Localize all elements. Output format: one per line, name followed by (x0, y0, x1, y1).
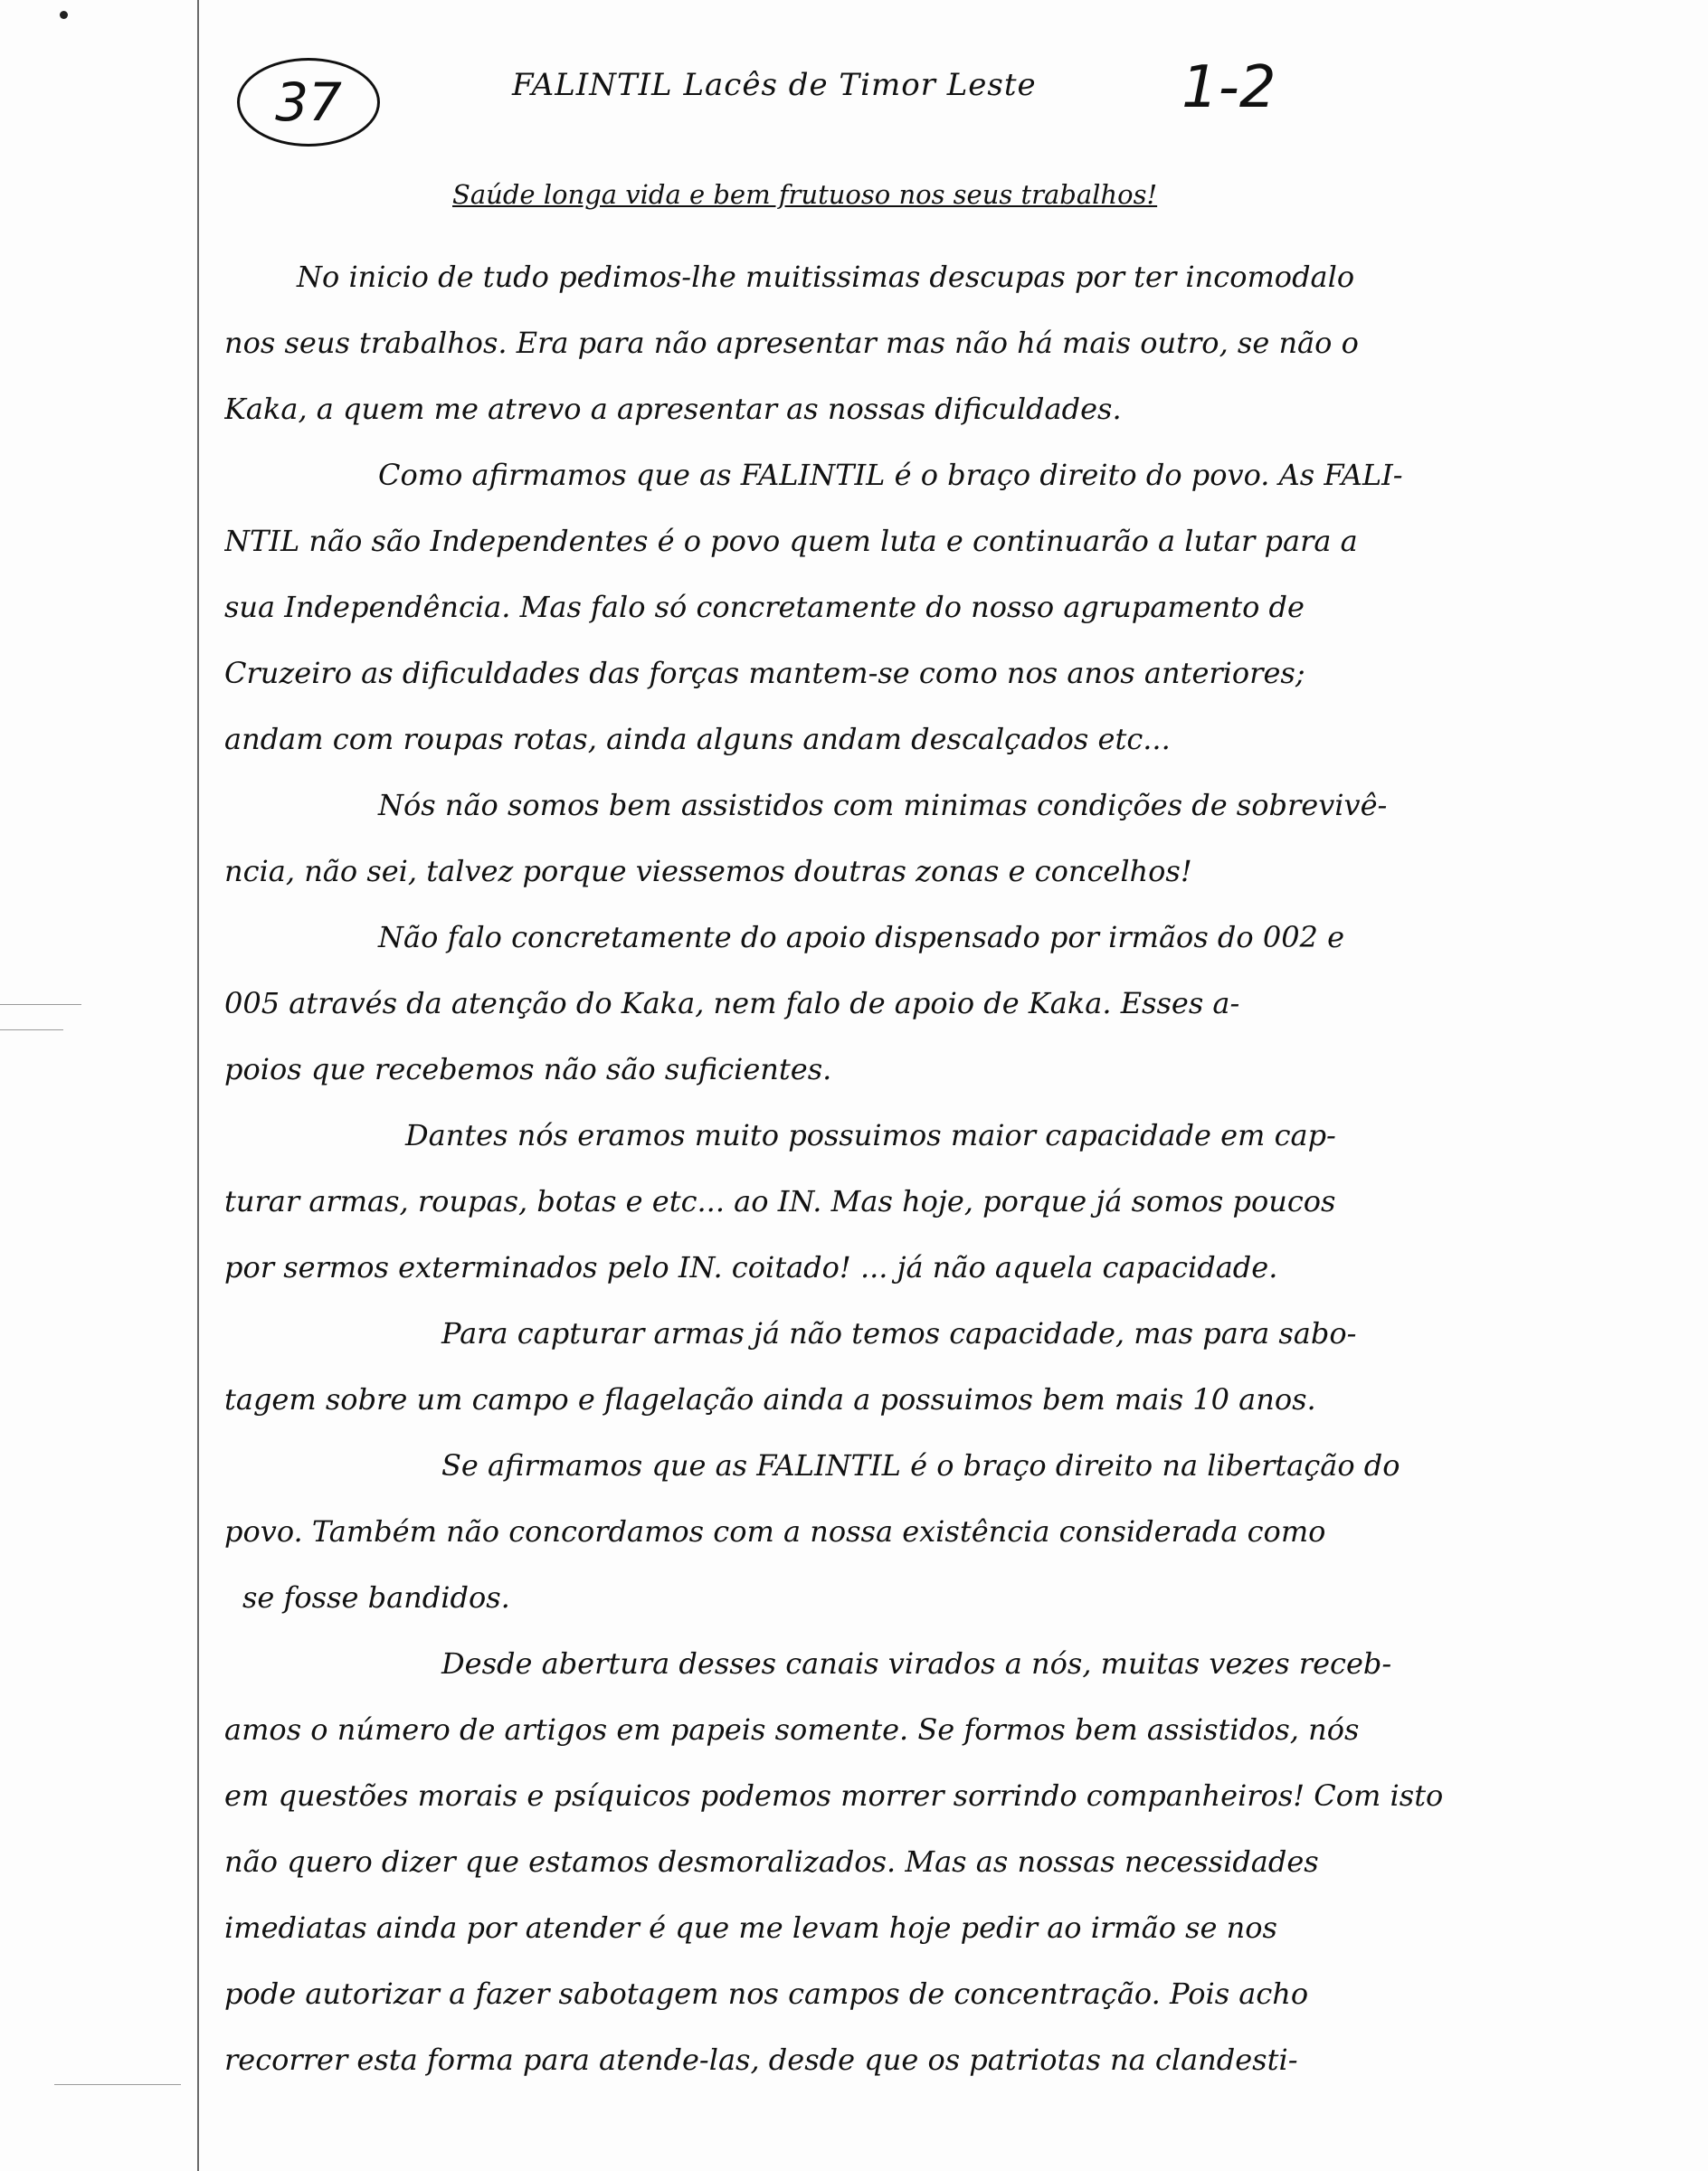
text-line: povo. Também não concordamos com a nossa existência considerada como (224, 1514, 1326, 1549)
text-line: poios que recebemos não são suficientes. (224, 1052, 832, 1086)
text-line: Dantes nós eramos muito possuimos maior capacidade em cap- (405, 1118, 1336, 1152)
greeting-line: Saúde longa vida e bem frutuoso nos seus trabalhos! (452, 179, 1158, 210)
text-line: imediatas ainda por atender é que me levam hoje pedir ao irmão se nos (224, 1910, 1277, 1945)
text-line: Desde abertura desses canais virados a nós, muitas vezes receb- (441, 1646, 1392, 1681)
text-line: NTIL não são Independentes é o povo quem luta e continuarão a lutar para a (224, 524, 1358, 558)
scan-edge-mark (54, 2084, 181, 2085)
text-line: sua Independência. Mas falo só concretamente do nosso agrupamento de (224, 590, 1305, 624)
text-line: turar armas, roupas, botas e etc... ao IN. Mas hoje, porque já somos poucos (224, 1184, 1336, 1218)
document-reference: 1-2 (1181, 54, 1276, 121)
text-line: andam com roupas rotas, ainda alguns andam descalçados etc... (224, 722, 1171, 756)
page-number-text: 37 (275, 71, 342, 133)
text-line: recorrer esta forma para atende-las, desde que os patriotas na clandesti- (224, 2043, 1298, 2077)
text-line: Cruzeiro as dificuldades das forças mantem-se como nos anos anteriores; (224, 656, 1305, 690)
text-line: por sermos exterminados pelo IN. coitado! ... já não aquela capacidade. (224, 1250, 1278, 1285)
scan-edge-mark (0, 1004, 81, 1005)
text-line: tagem sobre um campo e flagelação ainda a possuimos bem mais 10 anos. (224, 1382, 1316, 1417)
text-line: Se afirmamos que as FALINTIL é o braço direito na libertação do (441, 1448, 1400, 1483)
text-line: Não falo concretamente do apoio dispensado por irmãos do 002 e (378, 920, 1345, 954)
text-line: No inicio de tudo pedimos-lhe muitissimas descupas por ter incomodalo (297, 260, 1355, 294)
text-line: em questões morais e psíquicos podemos morrer sorrindo companheiros! Com isto (224, 1778, 1444, 1813)
text-line: 005 através da atenção do Kaka, nem falo de apoio de Kaka. Esses a- (224, 986, 1240, 1020)
scan-speck (60, 11, 68, 19)
text-line: não quero dizer que estamos desmoralizados. Mas as nossas necessidades (224, 1844, 1319, 1879)
text-line: amos o número de artigos em papeis somente. Se formos bem assistidos, nós (224, 1712, 1360, 1747)
text-line: Para capturar armas já não temos capacidade, mas para sabo- (441, 1316, 1357, 1351)
text-line: nos seus trabalhos. Era para não apresentar mas não há mais outro, se não o (224, 326, 1359, 360)
left-margin-rule (197, 0, 199, 2171)
text-line: Kaka, a quem me atrevo a apresentar as nossas dificuldades. (224, 392, 1122, 426)
text-line: Nós não somos bem assistidos com minimas condições de sobrevivê- (378, 788, 1388, 822)
text-line: Como afirmamos que as FALINTIL é o braço direito do povo. As FALI- (378, 458, 1403, 492)
text-line: se fosse bandidos. (242, 1580, 510, 1615)
text-line: ncia, não sei, talvez porque viessemos doutras zonas e concelhos! (224, 854, 1192, 888)
scan-edge-mark (0, 1029, 63, 1030)
text-line: pode autorizar a fazer sabotagem nos campos de concentração. Pois acho (224, 1977, 1309, 2011)
circled-page-number (237, 58, 380, 147)
document-title: FALINTIL Lacês de Timor Leste (512, 67, 1037, 103)
letter-body (224, 244, 1636, 2093)
